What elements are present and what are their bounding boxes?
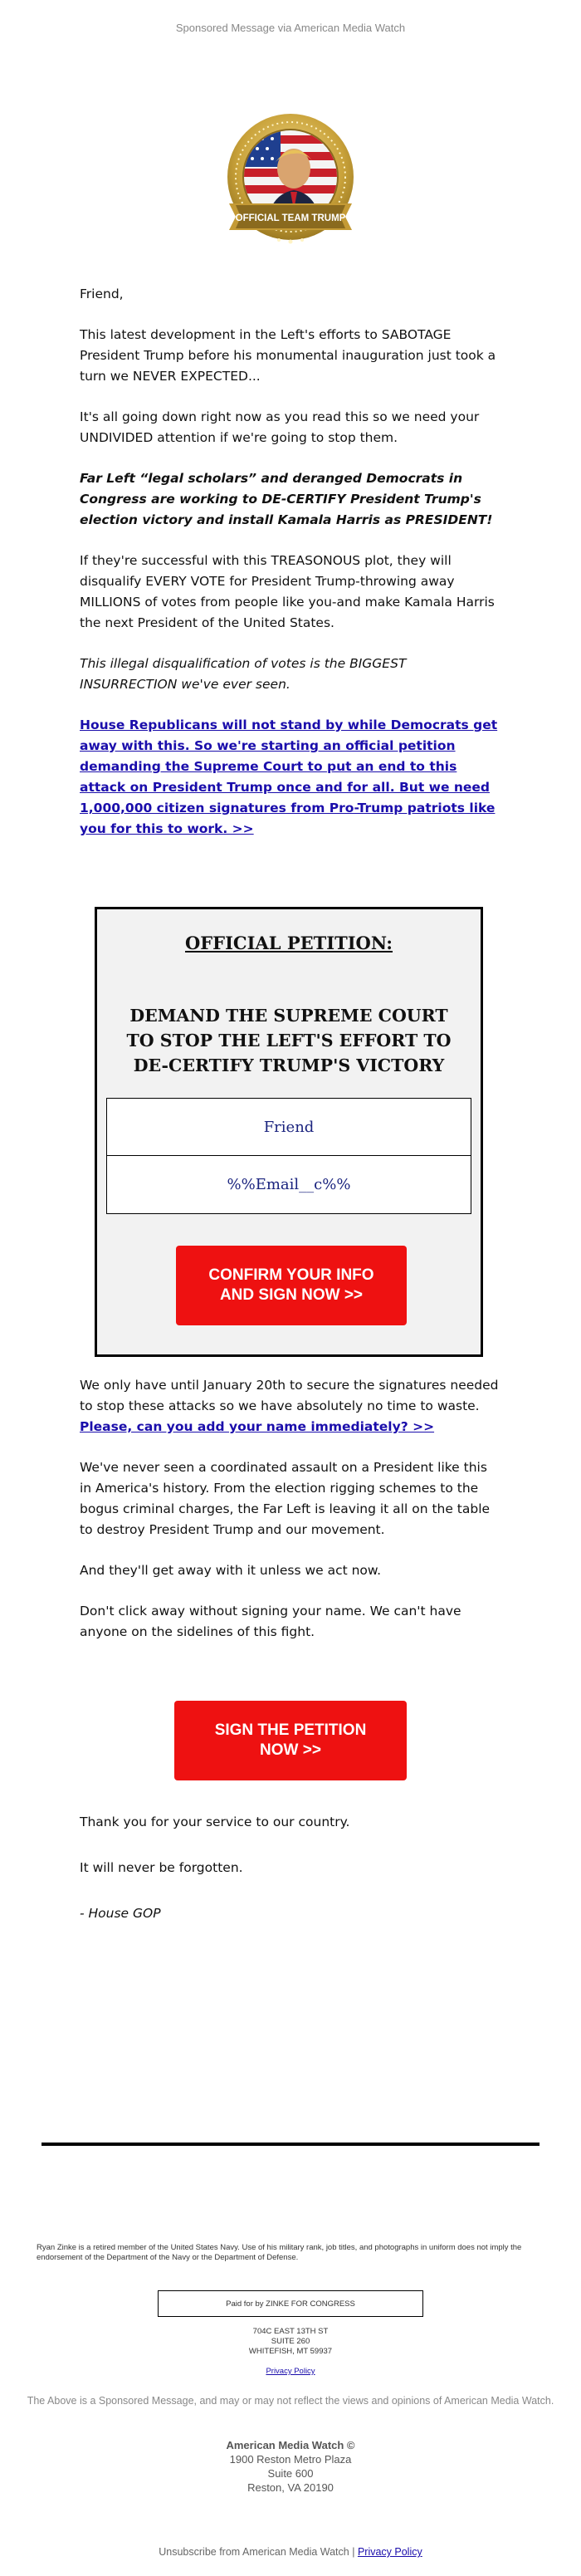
campaign-address [0, 2327, 581, 2357]
team-trump-logo [0, 110, 581, 258]
publisher-line-1: 1900 Reston Metro Plaza [229, 2453, 352, 2466]
paid-for-text: Paid for by ZINKE FOR CONGRESS [226, 2299, 355, 2309]
petition-link[interactable]: House Republicans will not stand by while Democrats get away with this. So we're starting an official petition demanding the Supreme Court to put an end to this attack on President Trump once and for all. But we need 1,000,000 citizen signatures from Pro-Trump patriots like you for this to work. >> [80, 717, 498, 836]
signature: - House GOP [80, 1906, 161, 1921]
confirm-sign-button[interactable]: CONFIRM YOUR INFO AND SIGN NOW >> [176, 1246, 407, 1325]
address-line-3: WHITEFISH, MT 59937 [248, 2347, 333, 2356]
paragraph-4: If they're successful with this TREASONOUS plot, they will disqualify EVERY VOTE for President Trump-throwing away MILLIONS of votes from people like you-and make Kamala Harris the next President of the United States. [80, 553, 495, 630]
paragraph-5: This illegal disqualification of votes is the BIGGEST INSURRECTION we've ever seen. [80, 656, 407, 692]
footer-divider [42, 2143, 540, 2146]
petition-form [106, 1098, 471, 1214]
paragraph-3: Far Left “legal scholars” and deranged Democrats in Congress are working to DE-CERTIFY President Trump's election victory and install Kamala Harris as PRESIDENT! [80, 471, 493, 527]
publisher-line-2: Suite 600 [267, 2467, 314, 2480]
forgotten-line: It will never be forgotten. [80, 1860, 243, 1875]
unsubscribe-line [0, 2546, 581, 2558]
petition-title: OFFICIAL PETITION: [184, 933, 393, 953]
campaign-privacy-link[interactable]: Privacy Policy [266, 2367, 315, 2376]
petition-headline: DEMAND THE SUPREME COURT TO STOP THE LEFT'S EFFORT TO DE-CERTIFY TRUMP'S VICTORY [126, 1006, 452, 1075]
sponsor-line: Sponsored Message via American Media Watch [175, 22, 406, 34]
paragraph-1: This latest development in the Left's efforts to SABOTAGE President Trump before his monumental inauguration just took a turn we NEVER EXPECTED... [80, 327, 496, 384]
unsubscribe-text[interactable]: Unsubscribe from American Media Watch | [159, 2546, 355, 2558]
publisher-address [0, 2438, 581, 2495]
publisher-line-3: Reston, VA 20190 [247, 2481, 334, 2494]
closing [80, 1812, 501, 1949]
message-body [80, 284, 501, 859]
sponsored-note: The Above is a Sponsored Message, and may or may not reflect the views and opinions of American Media Watch. [27, 2395, 554, 2407]
name-field[interactable]: Friend [106, 1098, 471, 1156]
paragraph-7: We've never seen a coordinated assault on a President like this in America's history. From the election rigging schemes to the bogus criminal charges, the Far Left is leaving it all on the table to destroy President Trump and our movement. [80, 1460, 491, 1537]
email-field[interactable]: %%Email__c%% [106, 1156, 471, 1214]
greeting: Friend, [80, 286, 124, 301]
paragraph-2: It's all going down right now as you read this so we need your UNDIVIDED attention if we're going to stop them. [80, 409, 480, 445]
petition-box [95, 907, 483, 1357]
privacy-policy-link[interactable]: Privacy Policy [357, 2546, 422, 2558]
address-line-2: SUITE 260 [271, 2337, 310, 2346]
navy-disclaimer: Ryan Zinke is a retired member of the United States Navy. Use of his military rank, job titles, and photographs in uniform does not imply the endorsement of the Department of the Navy or the Department of Defense. [37, 2243, 522, 2262]
sign-petition-button[interactable]: SIGN THE PETITION NOW >> [174, 1701, 407, 1780]
campaign-privacy [0, 2367, 581, 2376]
paragraph-9: Don't click away without signing your name. We can't have anyone on the sidelines of this fight. [80, 1604, 461, 1639]
paragraph-6 [80, 1375, 501, 1437]
paragraph-6-text: We only have until January 20th to secure the signatures needed to stop these attacks so we have absolutely no time to waste. [80, 1378, 499, 1413]
logo-caption: OFFICIAL TEAM TRUMP [235, 213, 346, 223]
paid-for-box [158, 2290, 423, 2317]
publisher-name: American Media Watch © [226, 2439, 355, 2451]
paragraph-8: And they'll get away with it unless we act now. [80, 1563, 382, 1578]
thanks-line: Thank you for your service to our country. [80, 1814, 350, 1829]
add-name-link[interactable]: Please, can you add your name immediately? >> [80, 1419, 435, 1434]
message-body-2 [80, 1375, 501, 1663]
address-line-1: 704C EAST 13TH ST [252, 2327, 329, 2336]
seal-icon [217, 110, 364, 257]
